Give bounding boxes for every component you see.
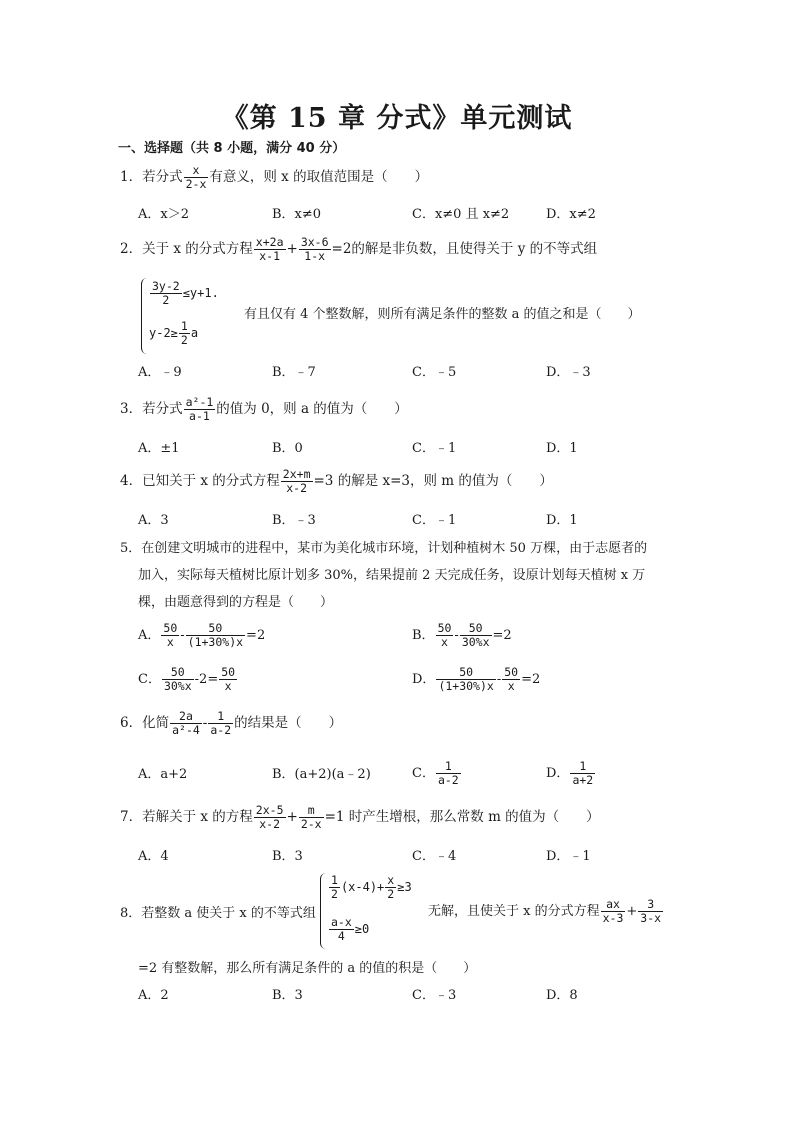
question-4: 4．已知关于 x 的分式方程 $\frac{2x+m}{x-2}$ =3 的解是 x=3，则 m 的值为（ ） xyxy=(120,467,553,496)
q8-option-c[interactable]: C．﹣3 xyxy=(412,988,457,1003)
q1-option-c[interactable]: C．x≠0 且 x≠2 xyxy=(412,207,510,222)
question-7: 7．若解关于 x 的方程 $\frac{2x-5}{x-2}$ + $\frac{m}{2-x}$ =1 时产生增根，那么常数 m 的值为（ ） xyxy=(120,803,600,832)
page-title: 《第 15 章 分式》单元测试 xyxy=(221,103,573,134)
question-1 xyxy=(120,164,428,191)
q6-option-d[interactable]: D． $\frac{1}{a+2}$ xyxy=(546,759,594,788)
q3-option-c[interactable]: C．﹣1 xyxy=(412,441,457,456)
question-3: 3．若分式 $\frac{\text{a²-1}}{a-1}$ 的值为 0，则 a 的值为（ ） xyxy=(120,395,408,424)
q2-tail: 有且仅有 4 个整数解，则所有满足条件的整数 a 的值之和是（ ） xyxy=(244,307,641,322)
q4-option-b[interactable]: B．﹣3 xyxy=(272,513,316,528)
q4-option-c[interactable]: C．﹣1 xyxy=(412,513,457,528)
q2-option-a[interactable]: A．﹣9 xyxy=(138,365,182,380)
q4-option-a[interactable]: A．3 xyxy=(138,513,169,528)
q6-option-b[interactable]: B．(a+2)(a﹣2) xyxy=(272,767,371,782)
question-5-line-1: 5．在创建文明城市的进程中，某市为美化城市环境，计划种植树木 50 万棵，由于志愿者的 xyxy=(120,541,648,556)
q2-option-c[interactable]: C．﹣5 xyxy=(412,365,457,380)
q7-option-d[interactable]: D．﹣1 xyxy=(546,849,591,864)
q1-option-b[interactable]: B．x≠0 xyxy=(272,207,322,222)
q2-inequality-1: $\frac{3y-2}{2}$ ≤y+1. xyxy=(152,279,219,308)
q7-option-b[interactable]: B．3 xyxy=(272,849,303,864)
q1-fraction: $\frac{x}{2-x}$ xyxy=(185,163,207,192)
q1-text: 1．若分式 xyxy=(120,168,183,185)
q2-option-b[interactable]: B．﹣7 xyxy=(272,365,316,380)
q7-option-c[interactable]: C．﹣4 xyxy=(412,849,457,864)
q8-inequality-1: $\frac{1}{2}$ (x-4)+ $\frac{x}{2}$ ≥3 xyxy=(331,873,412,902)
q8-option-a[interactable]: A．2 xyxy=(138,988,169,1003)
q8-inequality-2: $\frac{a-x}{4}$ ≥0 xyxy=(331,915,370,944)
q8-system-brace xyxy=(320,873,327,949)
q7-option-a[interactable]: A．4 xyxy=(138,849,169,864)
q2-option-d[interactable]: D．﹣3 xyxy=(546,365,591,380)
q5-option-d[interactable]: D． $\frac{50}{(1+30\%)x}$ - $\frac{50}{x}$ =2 xyxy=(412,665,541,694)
q1-tail: 有意义，则 x 的取值范围是（ ） xyxy=(209,168,429,185)
question-8: 8．若整数 a 使关于 x 的不等式组 xyxy=(120,906,316,921)
question-2: 2．关于 x 的分式方程 $\frac{x+2a}{x-1}$ + $\frac{3x-6}{1-x}$ =2的解是非负数，且使得关于 y 的不等式组 xyxy=(120,235,598,264)
q3-option-d[interactable]: D．1 xyxy=(546,441,578,456)
q5-option-b[interactable]: B． $\frac{50}{x}$ - $\frac{50}{30\%x}$ =2 xyxy=(412,621,512,650)
q6-option-a[interactable]: A．a+2 xyxy=(138,767,188,782)
section-heading: 一、选择题（共 8 小题，满分 40 分） xyxy=(118,141,346,156)
q1-option-a[interactable]: A．x＞2 xyxy=(138,207,189,222)
q1-option-d[interactable]: D．x≠2 xyxy=(546,207,596,222)
q6-option-c[interactable]: C． $\frac{1}{a-2}$ xyxy=(412,759,459,788)
q8-continuation: 无解，且使关于 x 的分式方程 $\frac{ax}{x-3}$ + $\frac{3}{3-x}$ xyxy=(428,897,662,926)
question-8-line-2: =2 有整数解，那么所有满足条件的 a 的值的积是（ ） xyxy=(138,961,477,976)
q2-system-brace xyxy=(141,278,148,354)
q3-option-a[interactable]: A．±1 xyxy=(138,441,180,456)
question-5-line-3: 棵，由题意得到的方程是（ ） xyxy=(138,595,334,610)
q2-inequality-2: y-2≥ $\frac{1}{2}$ a xyxy=(149,319,199,348)
q5-option-c[interactable]: C． $\frac{50}{30\%x}$ -2= $\frac{50}{x}$ xyxy=(138,665,236,694)
q3-option-b[interactable]: B．0 xyxy=(272,441,303,456)
q8-option-d[interactable]: D．8 xyxy=(546,988,578,1003)
question-5-line-2: 加入，实际每天植树比原计划多 30%，结果提前 2 天完成任务，设原计划每天植树 x 万 xyxy=(138,568,646,583)
q8-option-b[interactable]: B．3 xyxy=(272,988,303,1003)
q4-option-d[interactable]: D．1 xyxy=(546,513,578,528)
question-6: 6．化简 $\frac{2a}{\text{a²-4}}$ - $\frac{1}{a-2}$ 的结果是（ ） xyxy=(120,709,343,738)
q5-option-a[interactable]: A． $\frac{50}{x}$ - $\frac{50}{(1+30\%)x}$ =2 xyxy=(138,621,266,650)
